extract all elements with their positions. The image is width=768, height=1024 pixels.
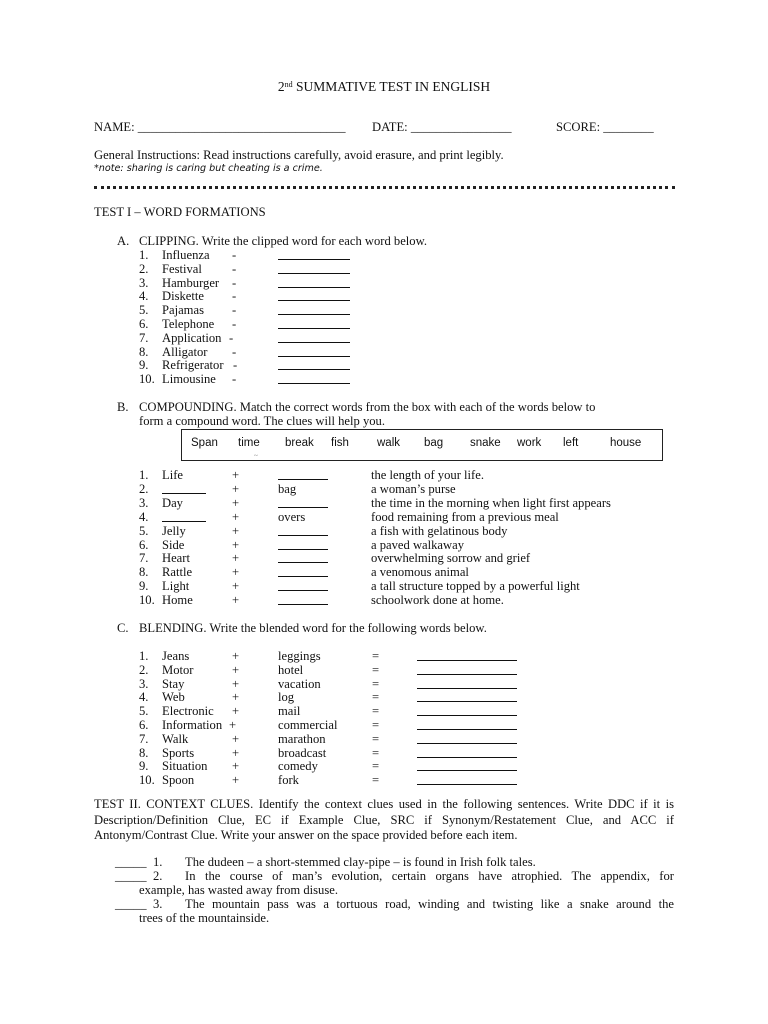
box-mark: ~ — [254, 452, 258, 460]
plus-sign: + — [232, 690, 240, 705]
answer-blank[interactable] — [278, 259, 350, 260]
name-field[interactable] — [94, 120, 346, 134]
dotted-divider — [94, 186, 675, 189]
answer-blank[interactable] — [417, 688, 517, 689]
dash: - — [229, 330, 234, 345]
clip-word: Application — [162, 330, 222, 345]
item-number: 1. — [139, 468, 149, 482]
answer-blank[interactable] — [417, 757, 517, 758]
equals-sign: = — [372, 718, 380, 732]
box-word: snake — [470, 437, 501, 449]
clue: the time in the morning when light first appears — [371, 495, 611, 510]
second-word: vacation — [278, 676, 321, 691]
item-number: 5. — [139, 523, 149, 538]
clip-word: Limousine — [162, 372, 216, 387]
first-word: Jelly — [162, 523, 186, 538]
clue: schoolwork done at home. — [371, 593, 504, 608]
dash: - — [232, 248, 237, 262]
first-word: Spoon — [162, 773, 195, 788]
answer-blank[interactable] — [162, 493, 206, 494]
first-word: Rattle — [162, 565, 193, 580]
answer-blank[interactable] — [278, 300, 350, 301]
first-word: Home — [162, 593, 193, 608]
item-number: 8. — [139, 344, 149, 359]
item-number: 10. — [139, 593, 155, 608]
box-word: bag — [424, 437, 444, 449]
answer-blank[interactable]: _____ — [115, 855, 147, 869]
plus-sign: + — [232, 704, 240, 719]
item-number: 3. — [153, 897, 163, 911]
word-box — [181, 429, 663, 461]
plus-sign: + — [232, 495, 240, 510]
box-word: Span — [191, 437, 218, 449]
general-instructions: General Instructions: Read instructions carefully, avoid erasure, and print legibly. — [94, 148, 504, 162]
section-c-instruction: BLENDING. Write the blended word for the following words below. — [139, 621, 487, 635]
dash: - — [232, 275, 237, 290]
dash: - — [232, 261, 237, 276]
clue: the length of your life. — [371, 468, 484, 482]
item-number: 8. — [139, 565, 149, 580]
dash: - — [233, 358, 238, 373]
equals-sign: = — [372, 649, 380, 663]
box-word: work — [517, 437, 542, 449]
item-number: 9. — [139, 759, 149, 774]
answer-blank[interactable] — [278, 383, 350, 384]
item-number: 6. — [139, 718, 149, 732]
item-number: 7. — [139, 330, 149, 345]
answer-blank[interactable] — [417, 715, 517, 716]
second-word: bag — [278, 481, 297, 496]
name-blank[interactable]: _________________________________ — [137, 120, 346, 134]
box-word: break — [285, 437, 314, 449]
second-word: hotel — [278, 662, 304, 677]
clue: a woman’s purse — [371, 481, 456, 496]
second-word: log — [278, 690, 295, 705]
first-word: Walk — [162, 731, 189, 746]
answer-blank[interactable]: _____ — [115, 869, 147, 883]
first-word: Jeans — [162, 649, 190, 663]
answer-blank[interactable] — [162, 521, 206, 522]
answer-blank[interactable] — [417, 674, 517, 675]
first-word: Light — [162, 579, 190, 594]
sentence-line: In the course of man’s evolution, certain organs have atrophied. The appendix, for — [185, 869, 674, 883]
section-a-instruction: CLIPPING. Write the clipped word for each word below. — [139, 234, 428, 248]
sentence-line: The mountain pass was a tortuous road, winding and twisting like a snake around the — [185, 897, 674, 911]
item-number: 1. — [153, 855, 163, 869]
item-number: 8. — [139, 745, 149, 760]
plus-sign: + — [232, 579, 240, 594]
plus-sign: + — [232, 565, 240, 580]
sentence: The dudeen – a short-stemmed clay-pipe – is found in Irish folk tales. — [185, 855, 536, 869]
date-field[interactable] — [372, 120, 512, 134]
item-number: 7. — [139, 551, 149, 566]
item-number: 1. — [139, 649, 149, 663]
equals-sign: = — [372, 704, 380, 719]
clue: food remaining from a previous meal — [371, 509, 559, 524]
answer-blank[interactable] — [278, 549, 328, 550]
first-word: Life — [162, 468, 183, 482]
item-number: 10. — [139, 773, 155, 788]
answer-blank[interactable] — [278, 273, 350, 274]
clip-word: Pajamas — [162, 303, 204, 318]
section-b-instruction-2: form a compound word. The clues will help you. — [139, 414, 385, 428]
item-number: 6. — [139, 317, 149, 331]
answer-blank[interactable] — [417, 660, 517, 661]
answer-blank[interactable] — [278, 507, 328, 508]
item-number: 4. — [139, 289, 149, 304]
box-word: time — [238, 437, 260, 449]
clip-word: Alligator — [162, 344, 208, 359]
item-number: 1. — [139, 248, 149, 262]
answer-blank[interactable] — [278, 314, 350, 315]
item-number: 10. — [139, 372, 155, 387]
date-label: DATE: — [372, 120, 408, 134]
first-word: Sports — [162, 745, 195, 760]
item-number: 3. — [139, 495, 149, 510]
plus-sign: + — [232, 537, 240, 552]
box-word: house — [610, 437, 642, 449]
equals-sign: = — [372, 690, 380, 705]
section-a-letter: A. — [117, 234, 130, 248]
dash: - — [232, 289, 237, 304]
first-word: Day — [162, 495, 183, 510]
clue: a fish with gelatinous body — [371, 523, 508, 538]
plus-sign: + — [232, 481, 240, 496]
item-number: 2. — [153, 869, 163, 883]
plus-sign: + — [232, 649, 240, 663]
second-word: commercial — [278, 718, 338, 732]
answer-blank[interactable] — [417, 729, 517, 730]
section-c-letter: C. — [117, 621, 129, 635]
test1-heading: TEST I – WORD FORMATIONS — [94, 205, 266, 219]
name-label: NAME: — [94, 120, 135, 134]
answer-blank[interactable] — [278, 287, 350, 288]
answer-blank[interactable] — [278, 342, 350, 343]
test2-instruction: TEST II. CONTEXT CLUES. Identify the context clues used in the following sentences. Write DDC if it is Description/Definition Clue, EC if Example Clue, SRC if Synonym/Restatement Clue, and ACC if Antonym/Contrast Clue. Write your answer on the space provided before each item. — [94, 797, 674, 842]
sentence-line: trees of the mountainside. — [139, 911, 270, 925]
first-word: Motor — [162, 662, 194, 677]
note: *note: sharing is caring but cheating is a crime. — [94, 163, 323, 174]
answer-blank[interactable] — [417, 701, 517, 702]
clip-word: Hamburger — [162, 275, 220, 290]
answer-blank[interactable]: _____ — [115, 897, 147, 911]
item-number: 6. — [139, 537, 149, 552]
plus-sign: + — [232, 759, 240, 774]
answer-blank[interactable] — [278, 535, 328, 536]
dash: - — [232, 303, 237, 318]
second-word: mail — [278, 704, 301, 719]
first-word: Situation — [162, 759, 208, 774]
plus-sign: + — [232, 523, 240, 538]
item-number: 3. — [139, 676, 149, 691]
plus-sign: + — [232, 773, 240, 788]
plus-sign: + — [232, 662, 240, 677]
dash: - — [232, 372, 237, 387]
sentence-line: example, has wasted away from disuse. — [139, 883, 338, 897]
item-number: 5. — [139, 303, 149, 318]
second-word: broadcast — [278, 745, 327, 760]
answer-blank[interactable] — [278, 356, 350, 357]
first-word: Web — [162, 690, 185, 705]
plus-sign: + — [232, 551, 240, 566]
plus-sign: + — [232, 745, 240, 760]
clue: a venomous animal — [371, 565, 469, 580]
equals-sign: = — [372, 759, 380, 774]
first-word: Heart — [162, 551, 190, 566]
answer-blank[interactable] — [278, 590, 328, 591]
box-word: walk — [377, 437, 401, 449]
clip-word: Diskette — [162, 289, 204, 304]
plus-sign: + — [232, 509, 240, 524]
equals-sign: = — [372, 676, 380, 691]
answer-blank[interactable] — [278, 479, 328, 480]
clip-word: Influenza — [162, 248, 210, 262]
date-blank[interactable]: ________________ — [410, 120, 512, 134]
item-number: 3. — [139, 275, 149, 290]
answer-blank[interactable] — [417, 743, 517, 744]
item-number: 9. — [139, 358, 149, 373]
clue: overwhelming sorrow and grief — [371, 551, 531, 566]
second-word: overs — [278, 509, 306, 524]
item-number: 2. — [139, 481, 149, 496]
answer-blank[interactable] — [417, 784, 517, 785]
answer-blank[interactable] — [278, 576, 328, 577]
second-word: marathon — [278, 731, 326, 746]
plus-sign: + — [232, 676, 240, 691]
second-word: comedy — [278, 759, 318, 774]
item-number: 4. — [139, 690, 149, 705]
score-field[interactable] — [556, 120, 654, 134]
first-word: Stay — [162, 676, 185, 691]
plus-sign: + — [232, 593, 240, 608]
item-number: 2. — [139, 662, 149, 677]
clue: a paved walkaway — [371, 537, 465, 552]
equals-sign: = — [372, 731, 380, 746]
plus-sign: + — [232, 731, 240, 746]
equals-sign: = — [372, 773, 380, 788]
answer-blank[interactable] — [278, 562, 328, 563]
first-word: Side — [162, 537, 185, 552]
dash: - — [232, 344, 237, 359]
second-word: fork — [278, 773, 299, 788]
score-blank[interactable]: ________ — [603, 120, 654, 134]
section-b-letter: B. — [117, 400, 129, 414]
answer-blank[interactable] — [278, 369, 350, 370]
score-label: SCORE: — [556, 120, 601, 134]
equals-sign: = — [372, 662, 380, 677]
clip-word: Refrigerator — [162, 358, 224, 373]
item-number: 5. — [139, 704, 149, 719]
item-number: 9. — [139, 579, 149, 594]
first-word: Information — [162, 718, 223, 732]
clip-word: Telephone — [162, 317, 215, 331]
first-word: Electronic — [162, 704, 214, 719]
clip-word: Festival — [162, 261, 202, 276]
item-number: 7. — [139, 731, 149, 746]
box-word: left — [563, 437, 579, 449]
answer-blank[interactable] — [417, 770, 517, 771]
plus-sign: + — [232, 468, 240, 482]
item-number: 2. — [139, 261, 149, 276]
item-number: 4. — [139, 509, 149, 524]
plus-sign: + — [229, 718, 237, 732]
answer-blank[interactable] — [278, 328, 350, 329]
dash: - — [232, 317, 237, 331]
equals-sign: = — [372, 745, 380, 760]
box-word: fish — [331, 437, 349, 449]
answer-blank[interactable] — [278, 604, 328, 605]
clue: a tall structure topped by a powerful light — [371, 579, 580, 594]
second-word: leggings — [278, 649, 321, 663]
section-b-instruction-1: COMPOUNDING. Match the correct words from the box with each of the words below to — [139, 400, 596, 414]
page-title: 2nd SUMMATIVE TEST IN ENGLISH — [277, 79, 491, 94]
